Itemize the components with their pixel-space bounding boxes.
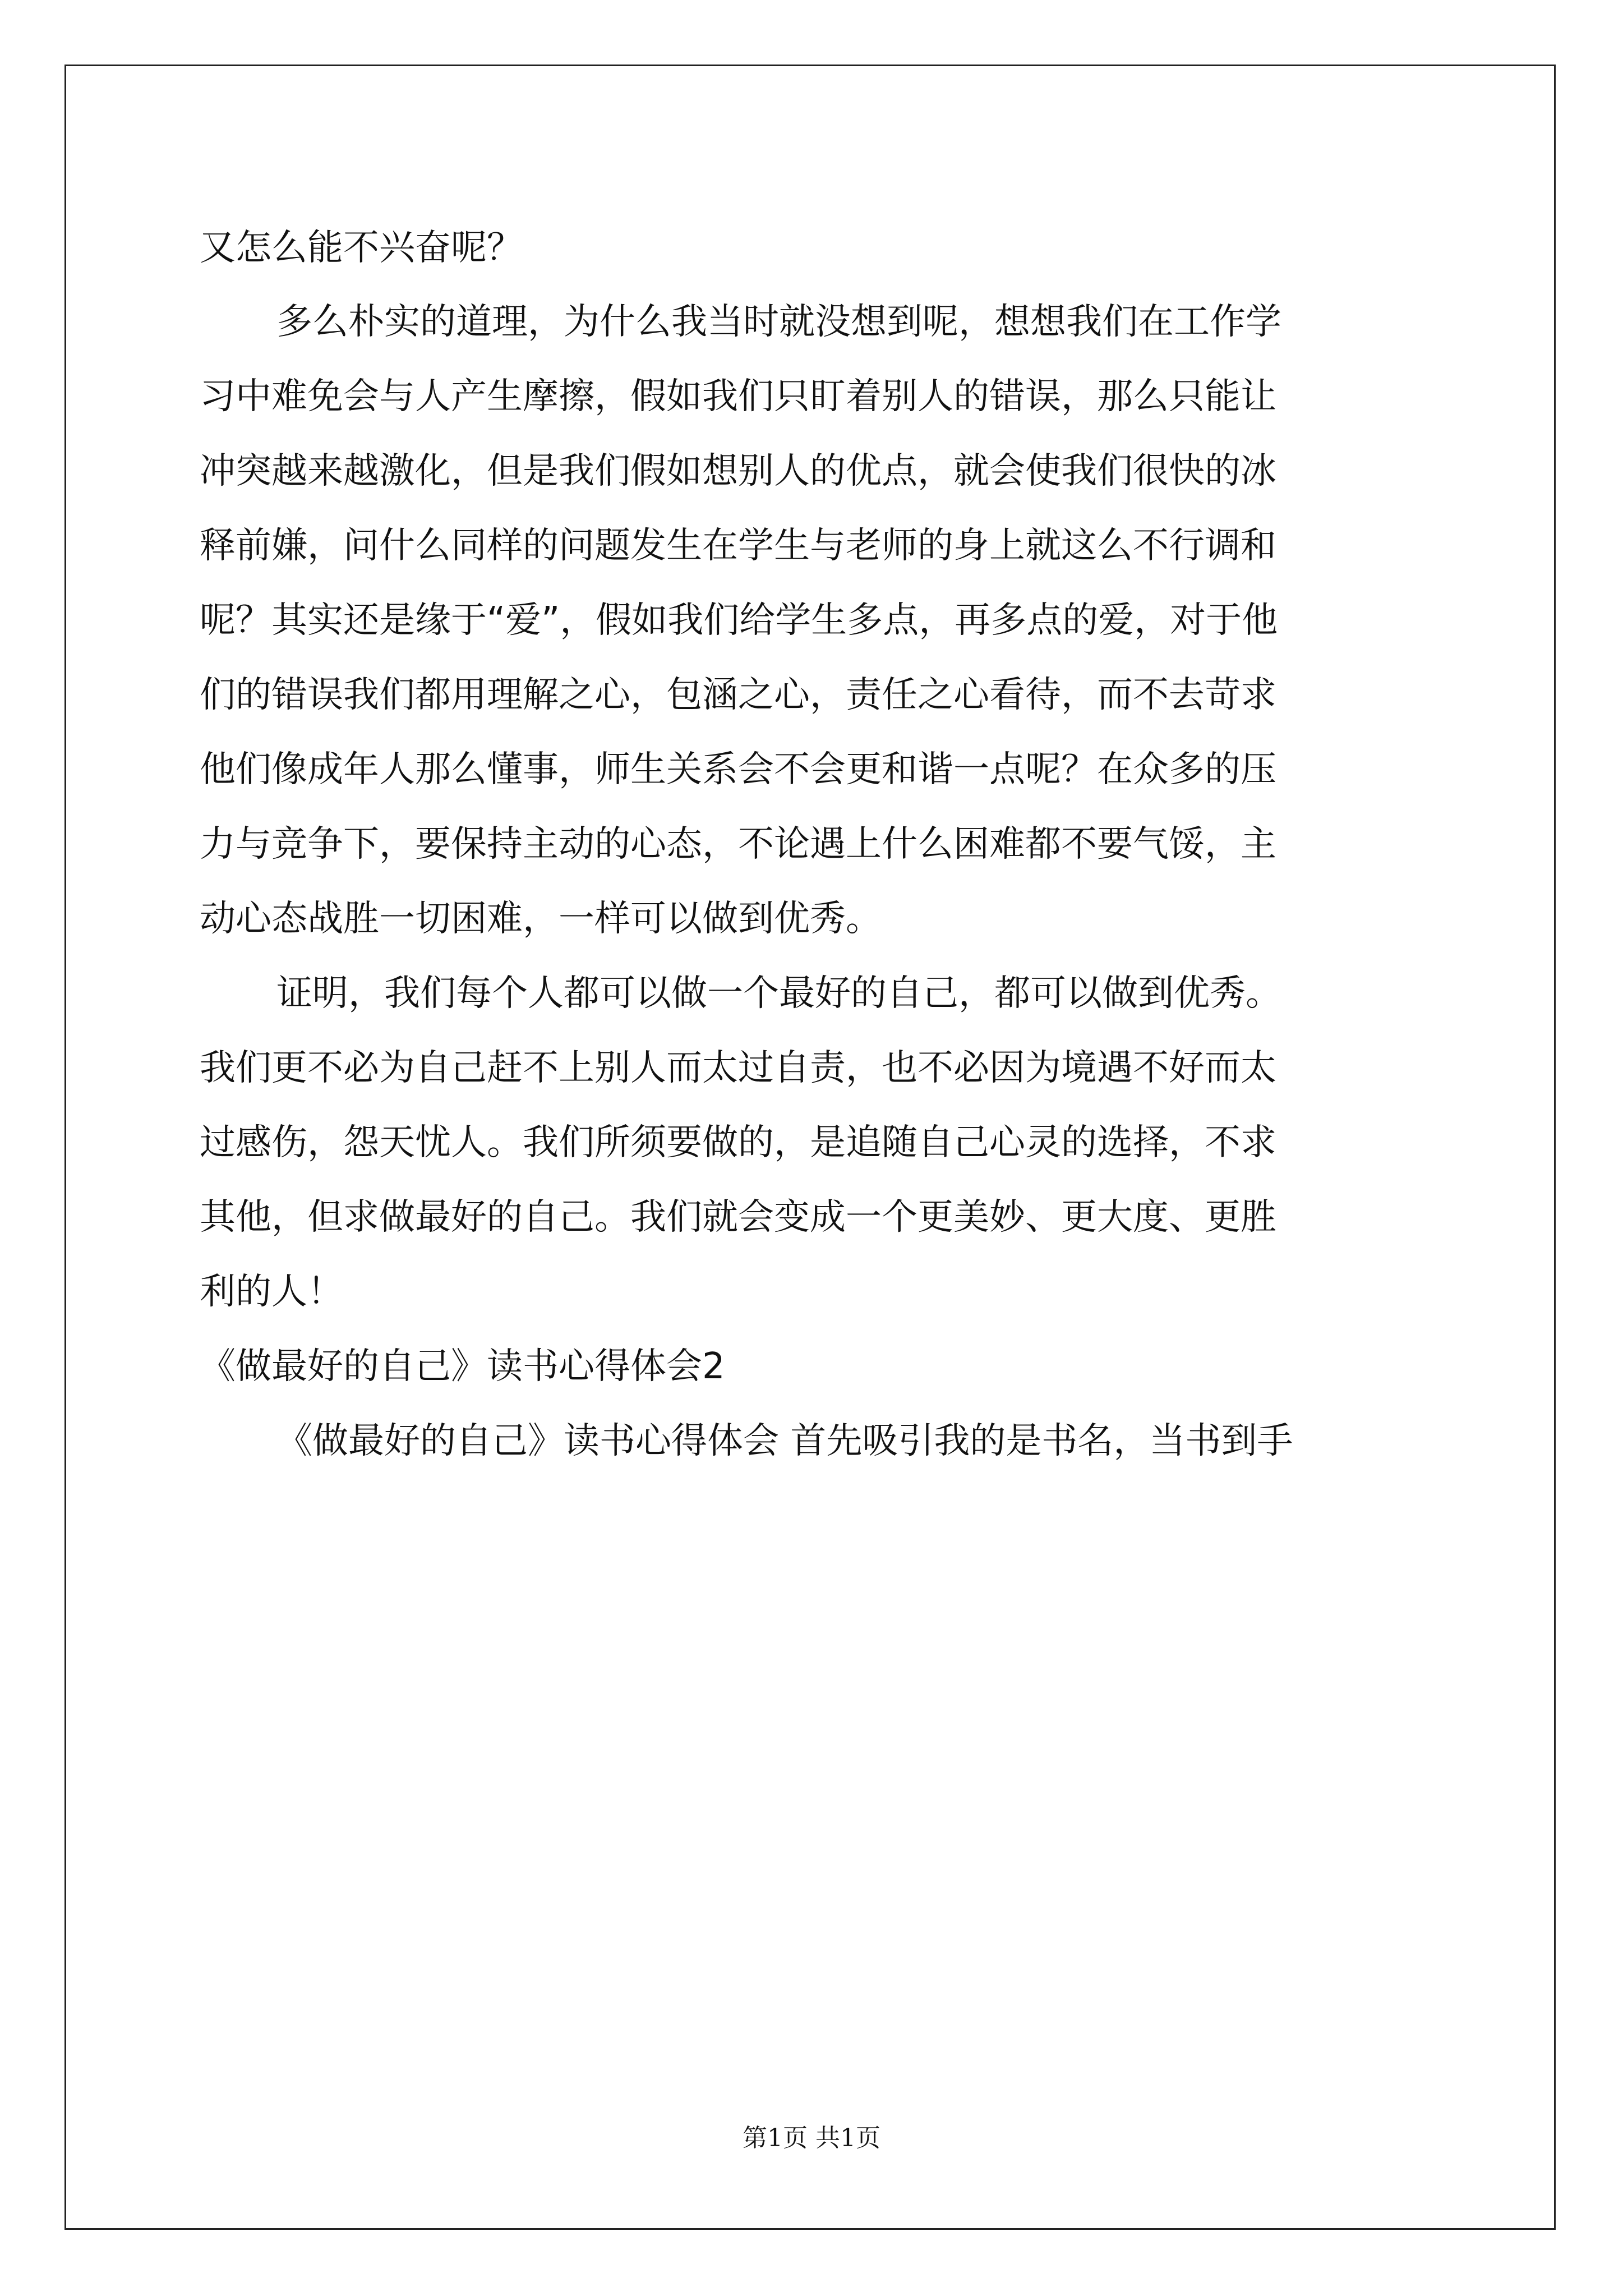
text-line: 我们更不必为自己赶不上别人而太过自责，也不必因为境遇不好而太 xyxy=(200,1047,1276,1089)
text-line: 释前嫌，问什么同样的问题发生在学生与老师的身上就这么不行调和 xyxy=(200,525,1276,567)
paragraph-start-line: 《做最好的自己》读书心得体会 首先吸引我的是书名，当书到手 xyxy=(276,1420,1293,1462)
text-line: 们的错误我们都用理解之心，包涵之心，责任之心看待，而不去苛求 xyxy=(200,674,1276,716)
text-line: 过感伤，怨天忧人。我们所须要做的，是追随自己心灵的选择，不求 xyxy=(200,1122,1276,1163)
section-heading: 《做最好的自己》读书心得体会2 xyxy=(200,1346,725,1387)
paragraph-start-line: 多么朴实的道理，为什么我当时就没想到呢，想想我们在工作学 xyxy=(276,301,1281,343)
text-line: 他们像成年人那么懂事，师生关系会不会更和谐一点呢？在众多的压 xyxy=(200,749,1276,790)
page-footer: 第1页 共1页 xyxy=(743,2124,880,2152)
text-line: 冲突越来越激化，但是我们假如想别人的优点，就会使我们很快的冰 xyxy=(200,450,1276,492)
paragraph-start-line: 证明，我们每个人都可以做一个最好的自己，都可以做到优秀。 xyxy=(276,973,1281,1014)
text-line: 利的人！ xyxy=(200,1271,343,1313)
text-line: 力与竞争下，要保持主动的心态，不论遇上什么困难都不要气馁，主 xyxy=(200,823,1276,865)
text-line: 动心态战胜一切困难，一样可以做到优秀。 xyxy=(200,898,882,940)
text-line: 习中难免会与人产生摩擦，假如我们只盯着别人的错误，那么只能让 xyxy=(200,376,1276,417)
text-line: 其他，但求做最好的自己。我们就会变成一个更美妙、更大度、更胜 xyxy=(200,1197,1276,1238)
text-line: 又怎么能不兴奋呢？ xyxy=(200,227,523,269)
text-line: 呢？其实还是缘于“爱”，假如我们给学生多点，再多点的爱，对于他 xyxy=(200,600,1278,641)
